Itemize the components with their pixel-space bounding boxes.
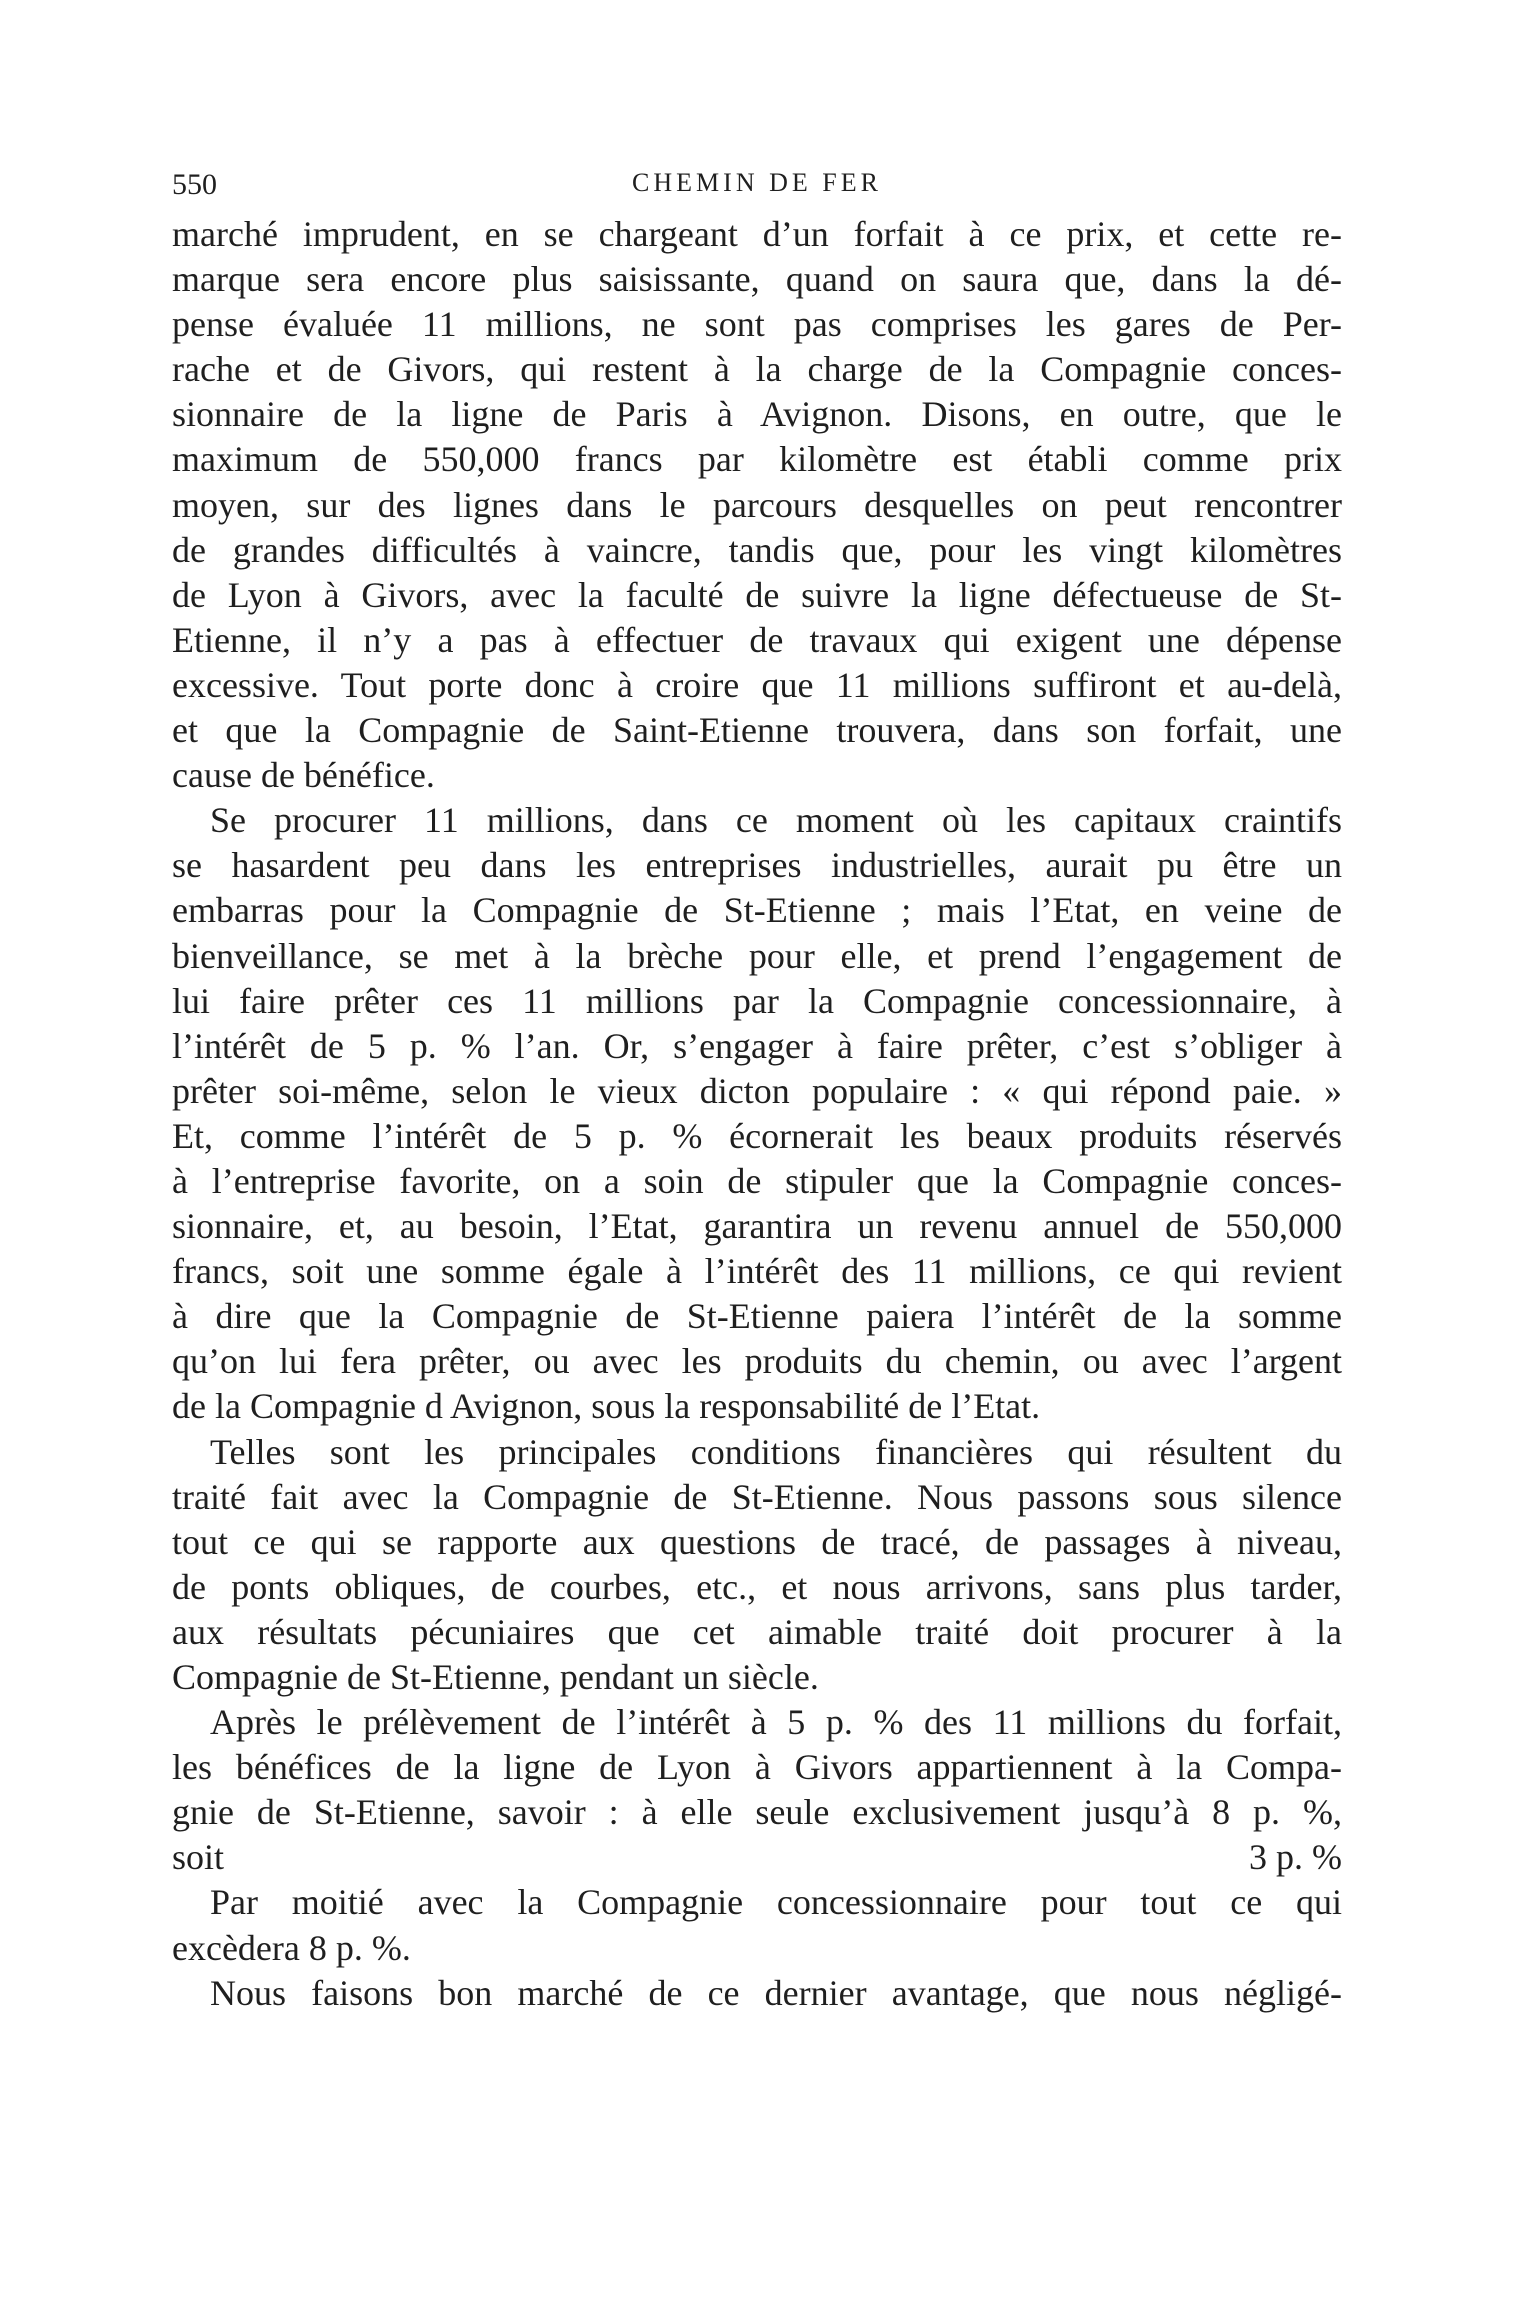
text-line: marque sera encore plus saisissante, quand on saura que, dans la dé- (172, 259, 1342, 300)
text-line: se hasardent peu dans les entreprises industrielles, aurait pu être un (172, 845, 1342, 886)
text-line: traité fait avec la Compagnie de St-Etienne. Nous passons sous silence (172, 1476, 1342, 1517)
text-line: de grandes difficultés à vaincre, tandis que, pour les vingt kilomètres (172, 529, 1342, 570)
text-line: aux résultats pécuniaires que cet aimable traité doit procurer à la (172, 1611, 1342, 1652)
text-line: marché imprudent, en se chargeant d’un forfait à ce prix, et cette re- (172, 214, 1342, 254)
text-line: de la Compagnie d Avignon, sous la responsabilité de l’Etat. (172, 1386, 1041, 1427)
text-line: excessive. Tout porte donc à croire que 11 millions suffiront et au-delà, (172, 664, 1342, 705)
text-line: de Lyon à Givors, avec la faculté de suivre la ligne défectueuse de St- (172, 574, 1342, 615)
text-line: excèdera 8 p. %. (172, 1927, 411, 1968)
text-line: rache et de Givors, qui restent à la charge de la Compagnie conces- (172, 349, 1342, 390)
soit-value: 3 p. % (1249, 1837, 1342, 1878)
text-line: gnie de St-Etienne, savoir : à elle seule exclusivement jusqu’à 8 p. %, (172, 1792, 1342, 1833)
text-line: francs, soit une somme égale à l’intérêt des 11 millions, ce qui revient (172, 1251, 1342, 1292)
text-line: bienveillance, se met à la brèche pour elle, et prend l’engagement de (172, 935, 1342, 976)
text-line: sionnaire de la ligne de Paris à Avignon. Disons, en outre, que le (172, 394, 1342, 435)
text-line: et que la Compagnie de Saint-Etienne trouvera, dans son forfait, une (172, 710, 1342, 751)
text-line: sionnaire, et, au besoin, l’Etat, garantira un revenu annuel de 550,000 (172, 1206, 1342, 1247)
text-line: l’intérêt de 5 p. % l’an. Or, s’engager à faire prêter, c’est s’obliger à (172, 1025, 1342, 1066)
text-line: Compagnie de St-Etienne, pendant un siècle. (172, 1657, 819, 1697)
text-line: tout ce qui se rapporte aux questions de tracé, de passages à niveau, (172, 1521, 1342, 1562)
text-line: cause de bénéfice. (172, 755, 435, 796)
soit-line (172, 1835, 1342, 1880)
text-line: Nous faisons bon marché de ce dernier avantage, que nous négligé- (210, 1972, 1342, 2013)
text-line: qu’on lui fera prêter, ou avec les produits du chemin, ou avec l’argent (172, 1341, 1342, 1382)
text-line: embarras pour la Compagnie de St-Etienne ; mais l’Etat, en veine de (172, 890, 1342, 931)
text-line: Telles sont les principales conditions financières qui résultent du (210, 1431, 1342, 1472)
text-line: pense évaluée 11 millions, ne sont pas comprises les gares de Per- (172, 304, 1342, 345)
text-line: lui faire prêter ces 11 millions par la Compagnie concessionnaire, à (172, 980, 1342, 1021)
page-number: 550 (172, 168, 217, 201)
text-line: à l’entreprise favorite, on a soin de stipuler que la Compagnie conces- (172, 1160, 1342, 1201)
text-line: de ponts obliques, de courbes, etc., et nous arrivons, sans plus tarder, (172, 1566, 1342, 1607)
text-line: les bénéfices de la ligne de Lyon à Givors appartiennent à la Compa- (172, 1747, 1342, 1788)
text-line: maximum de 550,000 francs par kilomètre est établi comme prix (172, 439, 1342, 480)
text-line: prêter soi-même, selon le vieux dicton populaire : « qui répond paie. » (172, 1070, 1342, 1111)
page-header (172, 168, 1342, 208)
running-head: CHEMIN DE FER (632, 168, 882, 197)
body-text (172, 212, 1342, 2016)
text-line: Etienne, il n’y a pas à effectuer de travaux qui exigent une dépense (172, 619, 1342, 660)
text-line: moyen, sur des lignes dans le parcours desquelles on peut rencontrer (172, 484, 1342, 525)
text-line: Après le prélèvement de l’intérêt à 5 p. % des 11 millions du forfait, (210, 1702, 1342, 1743)
text-line: Par moitié avec la Compagnie concessionnaire pour tout ce qui (210, 1882, 1342, 1923)
text-line: Se procurer 11 millions, dans ce moment où les capitaux craintifs (210, 800, 1342, 841)
soit-label: soit (172, 1837, 225, 1878)
text-line: à dire que la Compagnie de St-Etienne paiera l’intérêt de la somme (172, 1296, 1342, 1337)
text-line: Et, comme l’intérêt de 5 p. % écornerait les beaux produits réservés (172, 1115, 1342, 1156)
